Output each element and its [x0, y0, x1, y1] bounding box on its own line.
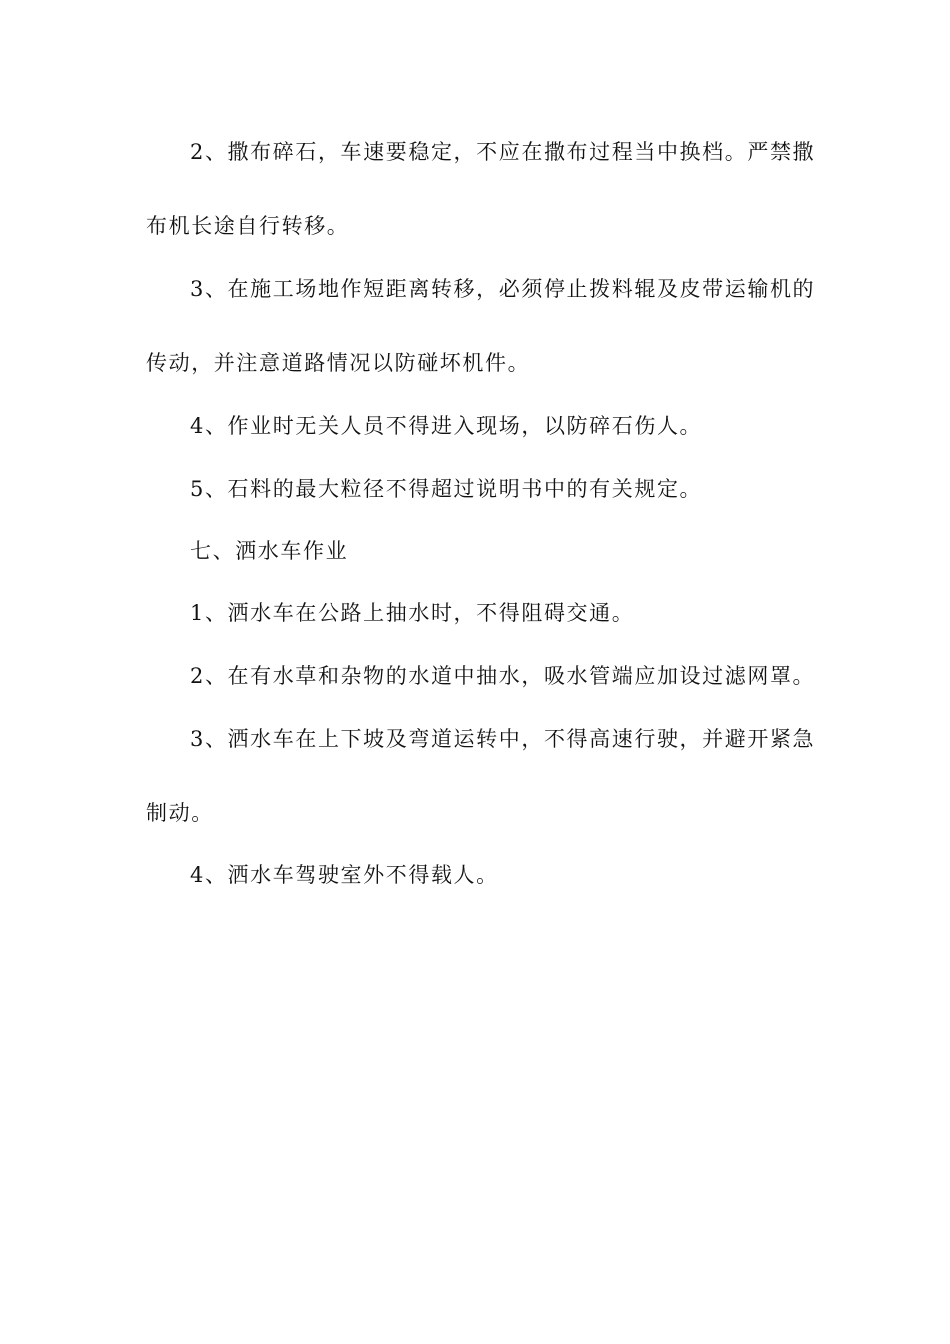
section-heading: 七、洒水车作业	[190, 539, 349, 563]
paragraph-line: 4、洒水车驾驶室外不得载人。	[190, 863, 499, 887]
paragraph-line: 3、洒水车在上下坡及弯道运转中，不得高速行驶，并避开紧急	[190, 727, 816, 751]
paragraph-line: 传动，并注意道路情况以防碰坏机件。	[146, 351, 531, 375]
paragraph-line: 2、撒布碎石，车速要稳定，不应在撒布过程当中换档。严禁撒	[190, 140, 816, 164]
paragraph-line: 3、在施工场地作短距离转移，必须停止拨料辊及皮带运输机的	[190, 277, 816, 301]
paragraph-line: 制动。	[146, 801, 214, 825]
paragraph-line: 5、石料的最大粒径不得超过说明书中的有关规定。	[190, 477, 703, 501]
paragraph-line: 4、作业时无关人员不得进入现场，以防碎石伤人。	[190, 414, 703, 438]
paragraph-line: 布机长途自行转移。	[146, 214, 350, 238]
paragraph-line: 2、在有水草和杂物的水道中抽水，吸水管端应加设过滤网罩。	[190, 664, 816, 688]
paragraph-line: 1、洒水车在公路上抽水时，不得阻碍交通。	[190, 601, 635, 625]
